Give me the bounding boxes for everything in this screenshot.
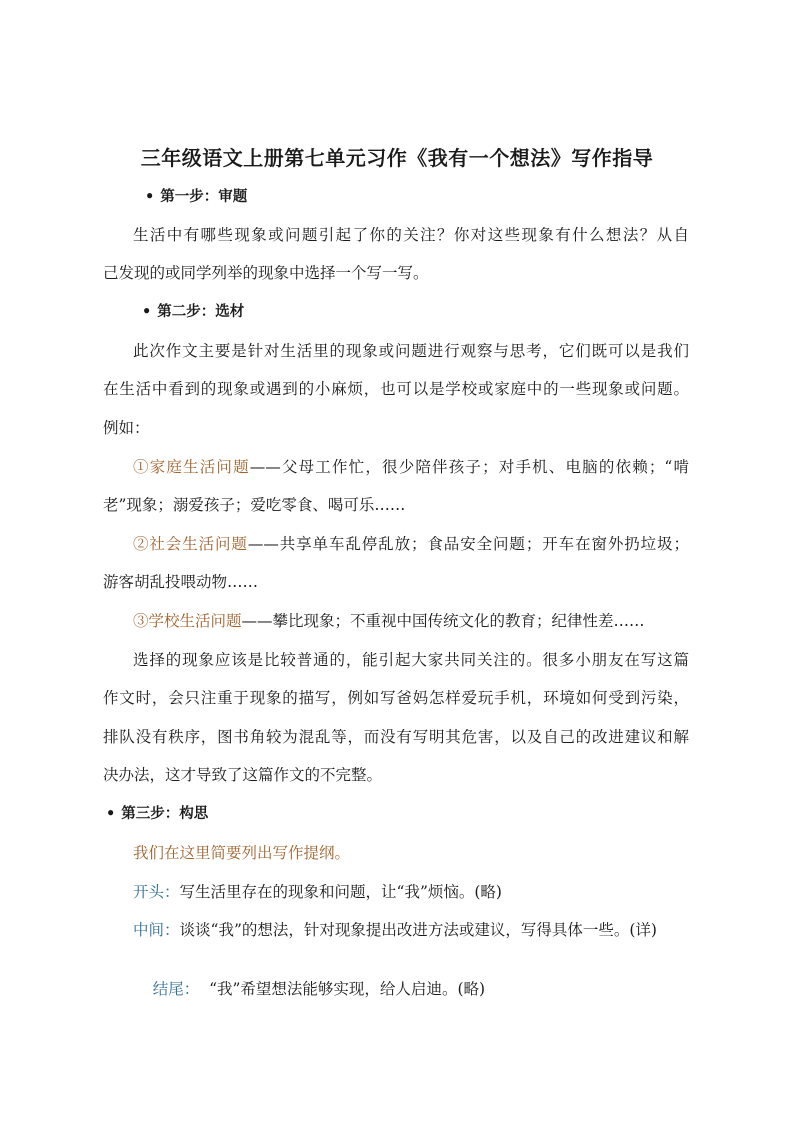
example-line — [133, 457, 689, 477]
example-text: ——共享单车乱停乱放；食品安全问题；开车在窗外扔垃圾； — [247, 535, 689, 553]
outline-text: 谈谈“我”的想法，针对现象提出改进方法或建议，写得具体一些。(详) — [179, 921, 657, 939]
step3-label: 第三步：构思 — [121, 805, 209, 822]
example-text: ——父母工作忙，很少陪伴孩子；对手机、电脑的依赖；“啃 — [249, 458, 689, 476]
bullet-icon: • — [142, 303, 152, 320]
paragraph-line: 例如： — [103, 419, 150, 437]
paragraph-line: 选择的现象应该是比较普通的，能引起大家共同关注的。很多小朋友在写这篇 — [133, 651, 689, 669]
bullet-icon: • — [106, 805, 116, 822]
example-heading: ①家庭生活问题 — [133, 458, 250, 476]
example-line: 游客胡乱投喂动物…… — [103, 573, 259, 591]
paragraph-line: 生活中有哪些现象或问题引起了你的关注？你对这些现象有什么想法？从自 — [133, 226, 689, 244]
step3-heading — [106, 804, 208, 824]
outline-item-middle — [133, 920, 657, 940]
example-line — [133, 611, 645, 631]
example-text: ——攀比现象；不重视中国传统文化的教育；纪律性差…… — [241, 612, 645, 630]
outline-text: 写生活里存在的现象和问题，让“我”烦恼。(略) — [179, 883, 502, 901]
bullet-icon: • — [145, 188, 155, 205]
outline-intro: 我们在这里简要列出写作提纲。 — [133, 844, 351, 862]
paragraph-line: 在生活中看到的现象或遇到的小麻烦，也可以是学校或家庭中的一些现象或问题。 — [103, 380, 689, 398]
paragraph-line: 决办法，这才导致了这篇作文的不完整。 — [103, 766, 383, 784]
outline-label: 中间： — [133, 921, 180, 939]
outline-label: 结尾： — [152, 980, 200, 998]
paragraph-line: 此次作文主要是针对生活里的现象或问题进行观察与思考，它们既可以是我们 — [133, 342, 689, 360]
example-heading: ②社会生活问题 — [133, 535, 248, 553]
outline-item-opening — [133, 882, 502, 902]
step1-heading — [145, 187, 247, 207]
paragraph-line: 己发现的或同学列举的现象中选择一个写一写。 — [103, 264, 429, 282]
step2-label: 第二步：选材 — [157, 303, 245, 320]
step2-heading — [142, 302, 244, 322]
outline-text: “我”希望想法能够实现，给人启迪。(略) — [199, 980, 486, 998]
outline-item-ending — [133, 959, 485, 1019]
paragraph-line: 排队没有秩序，图书角较为混乱等，而没有写明其危害，以及自己的改进建议和解 — [103, 728, 689, 746]
outline-label: 开头： — [133, 883, 180, 901]
document-title: 三年级语文上册第七单元习作《我有一个想法》写作指导 — [140, 146, 654, 170]
example-line — [133, 534, 689, 554]
example-line: 老”现象；溺爱孩子；爱吃零食、喝可乐…… — [103, 496, 406, 514]
paragraph-line: 作文时，会只注重于现象的描写，例如写爸妈怎样爱玩手机，环境如何受到污染， — [103, 689, 689, 707]
step1-label: 第一步：审题 — [160, 188, 248, 205]
example-heading: ③学校生活问题 — [133, 612, 242, 630]
